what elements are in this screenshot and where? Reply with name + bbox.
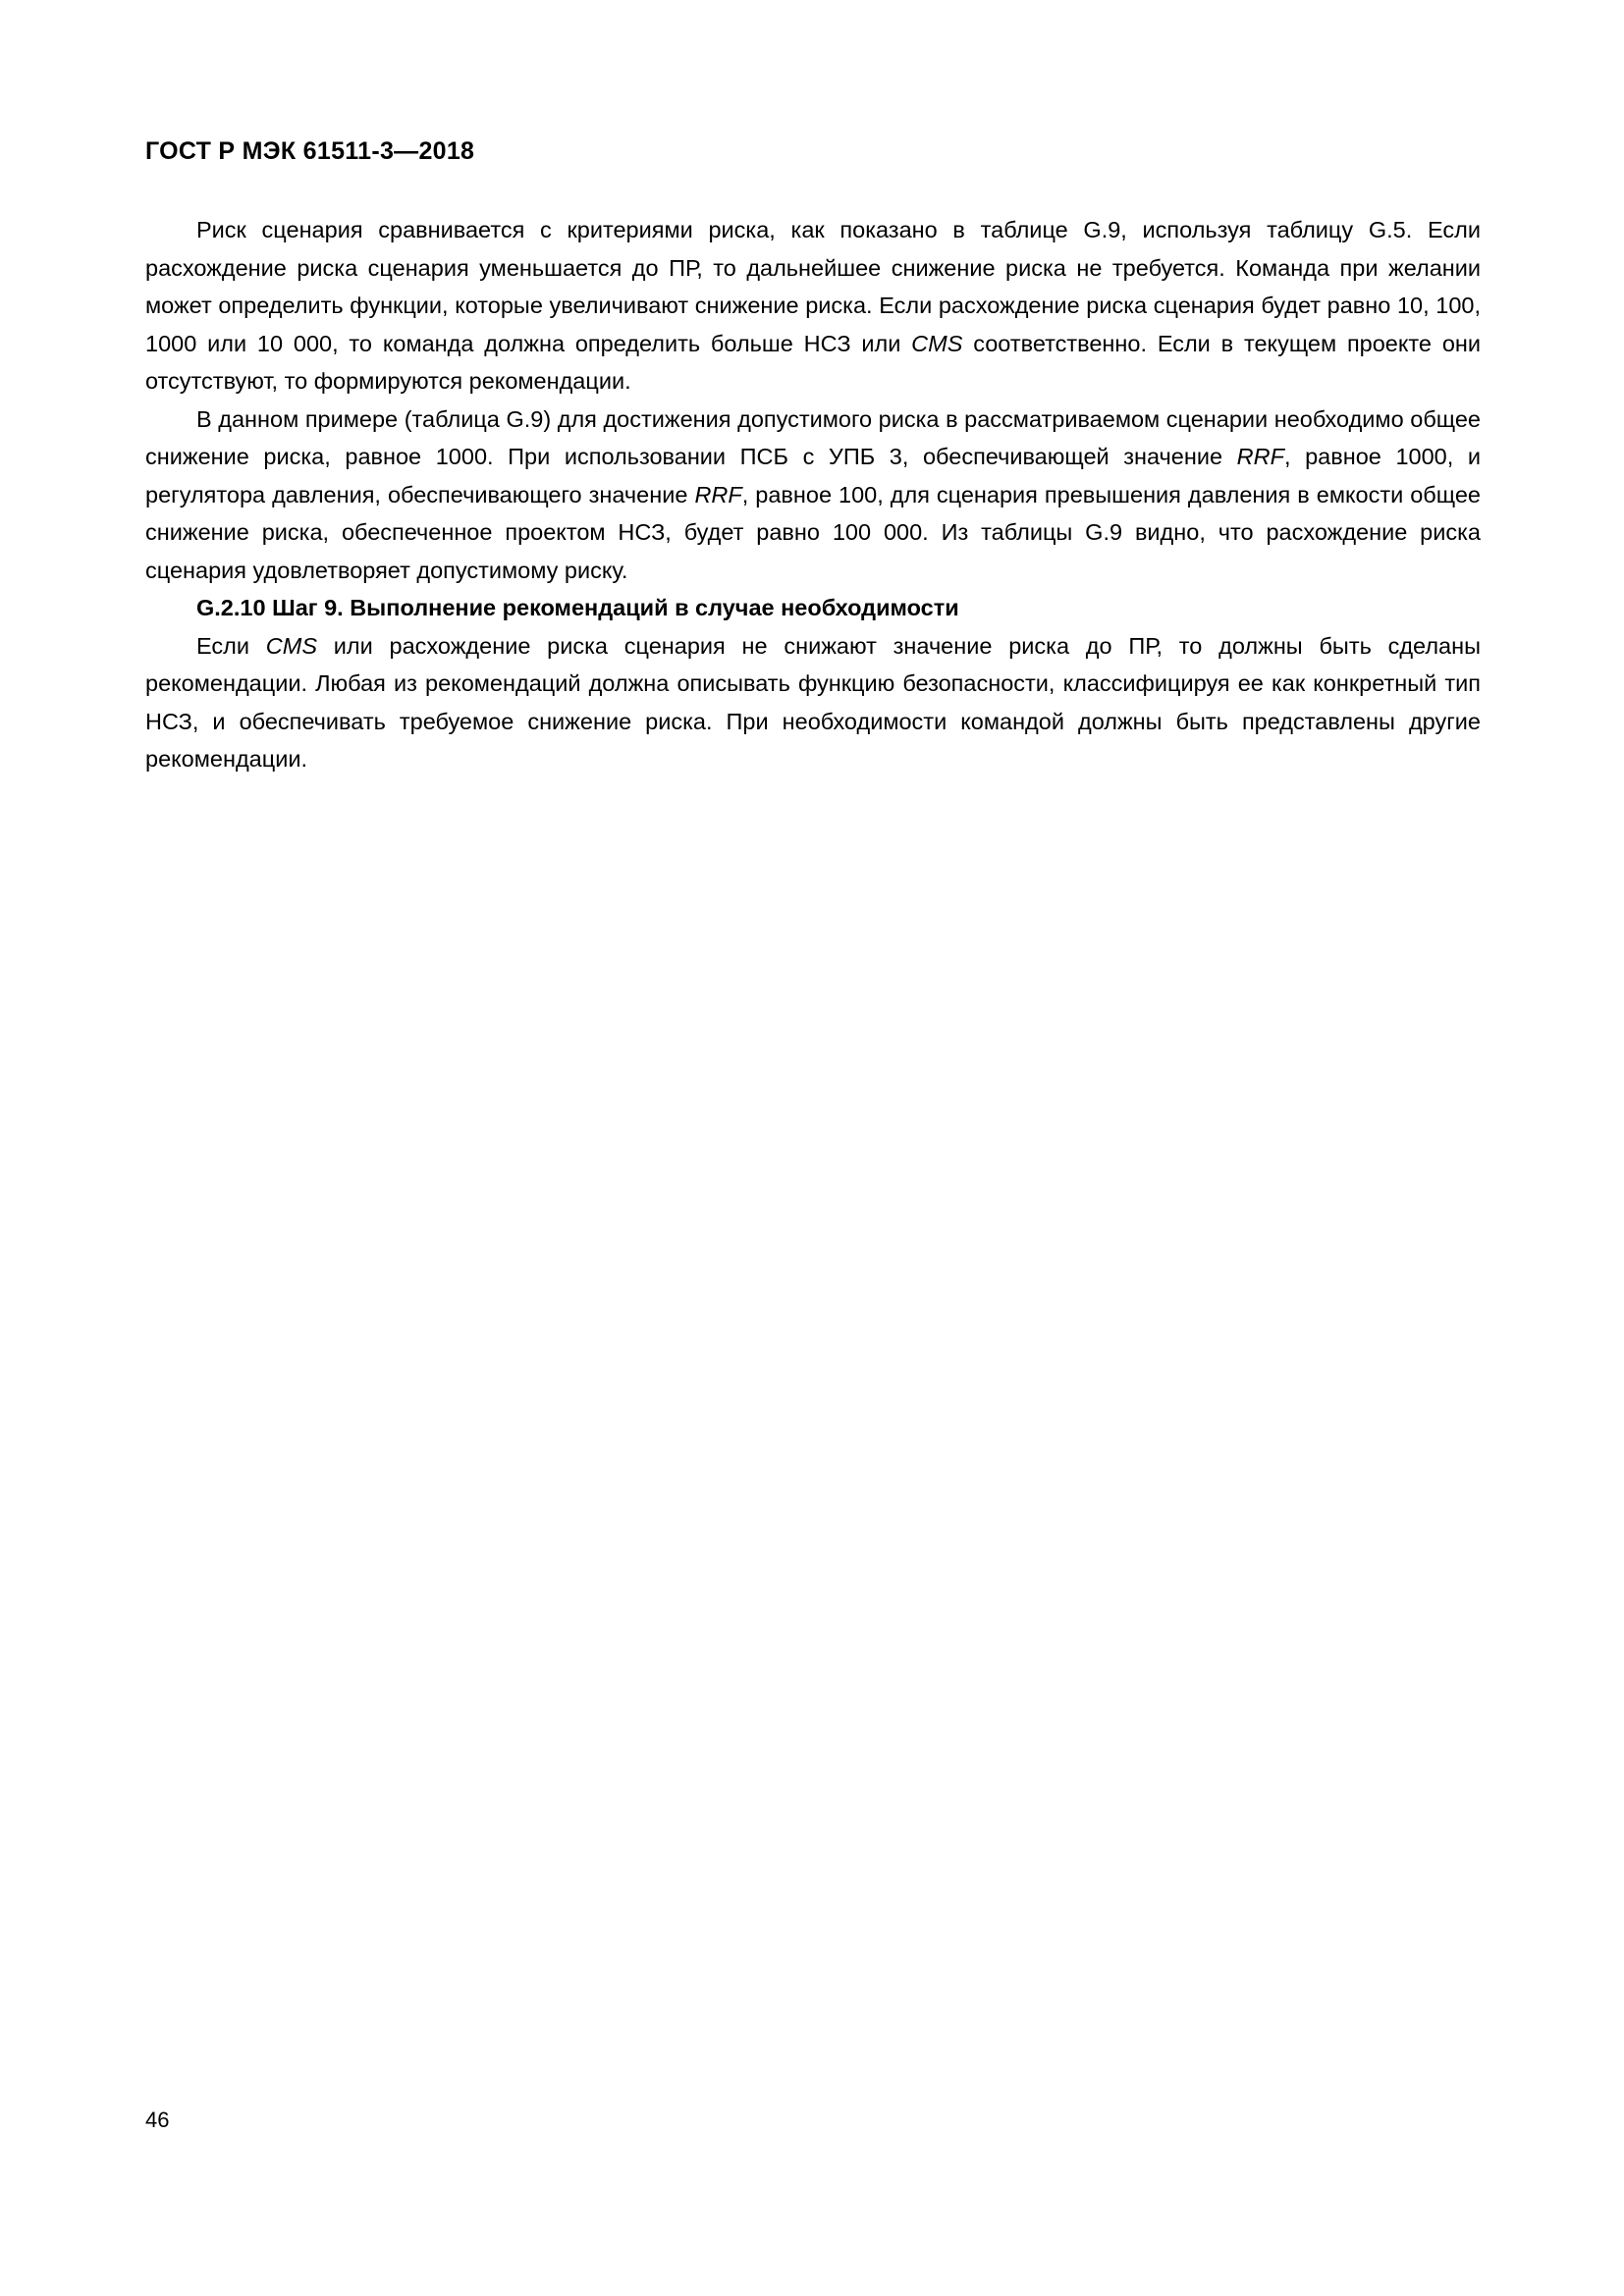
paragraph-2-part-2: , равное 1000, и регулятора давления, обеспечивающего значение bbox=[145, 444, 1481, 507]
paragraph-2-italic-rrf-2: RRF bbox=[694, 481, 742, 507]
paragraph-3-part-1: Если bbox=[196, 632, 266, 659]
paragraph-1-part-1: Риск сценария сравнивается с критериями риска, как показано в таблице G.9, используя таблицу G.5. Если расхождение риска сценария уменьшается до ПР, то дальнейшее снижение риска не требуется. Команда при желании может определить функции, которые увеличивают снижение риска. Если расхождение риска сценария будет равно 10, 100, 1000 или 10 000, то команда должна определить больше НСЗ или bbox=[145, 217, 1481, 356]
paragraph-3-part-2: или расхождение риска сценария не снижают значение риска до ПР, то должны быть сделаны рекомендации. Любая из рекомендаций должна описывать функцию безопасности, классифицируя ее как конкретный тип НСЗ, и обеспечивать требуемое снижение риска. При необходимости командой должны быть представлены другие рекомендации. bbox=[145, 632, 1481, 772]
document-body bbox=[145, 211, 1481, 778]
paragraph-2-part-3: , равное 100, для сценария превышения давления в емкости общее снижение риска, обеспеченное проектом НСЗ, будет равно 100 000. Из таблицы G.9 видно, что расхождение риска сценария удовлетворяет допустимому риску. bbox=[145, 481, 1481, 583]
paragraph-1-part-2: соответственно. Если в текущем проекте они отсутствуют, то формируются рекомендации. bbox=[145, 330, 1481, 394]
paragraph-recommendations bbox=[145, 627, 1481, 778]
section-heading-g210: G.2.10 Шаг 9. Выполнение рекомендаций в случае необходимости bbox=[196, 595, 959, 620]
paragraph-example-g9 bbox=[145, 400, 1481, 590]
paragraph-3-italic-cms: CMS bbox=[265, 632, 318, 659]
paragraph-1-italic-cms: CMS bbox=[911, 330, 963, 356]
page-number: 46 bbox=[145, 2108, 170, 2132]
paragraph-risk-comparison bbox=[145, 211, 1481, 400]
standard-header: ГОСТ Р МЭК 61511-3—2018 bbox=[145, 137, 475, 165]
paragraph-2-italic-rrf-1: RRF bbox=[1236, 444, 1284, 469]
paragraph-2-part-1: В данном примере (таблица G.9) для достижения допустимого риска в рассматриваемом сценарии необходимо общее снижение риска, равное 1000. При использовании ПСБ с УПБ 3, обеспечивающей значение bbox=[145, 405, 1481, 469]
